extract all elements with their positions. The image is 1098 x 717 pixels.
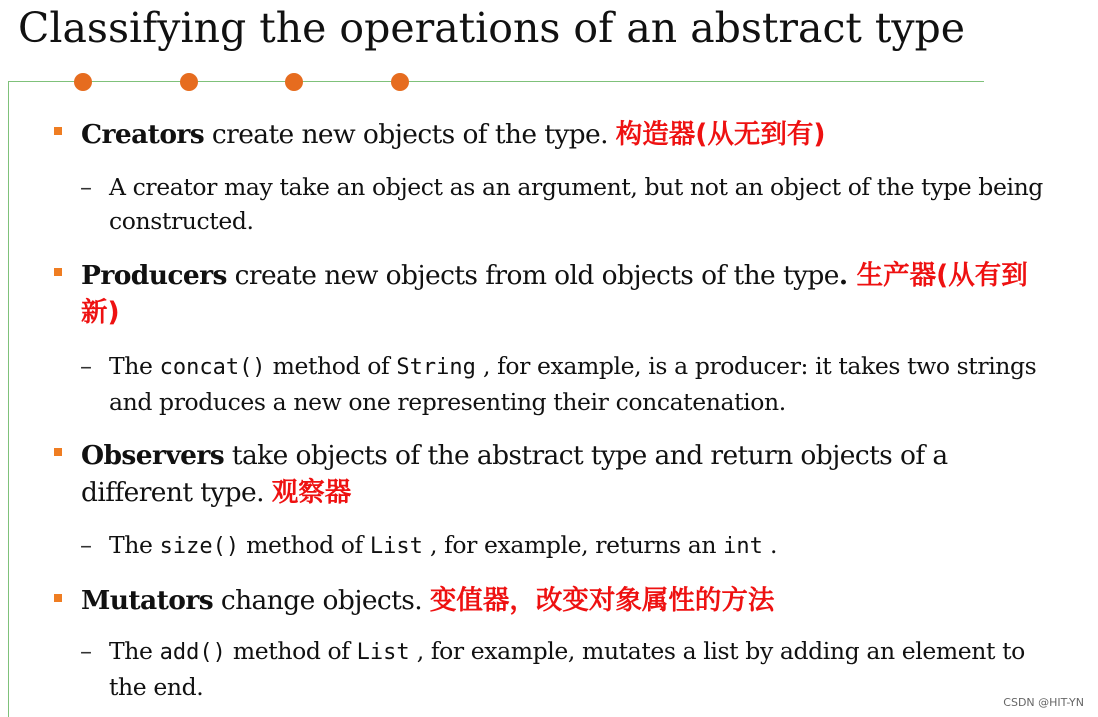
sub-text: , for example, returns an (422, 531, 724, 559)
sub-text: , for example, mutates a list by adding an element to the end. (109, 637, 1025, 701)
sub-dash: – (80, 352, 92, 380)
item-text: create new objects of the type. (204, 119, 616, 150)
code-concat: concat() (159, 355, 266, 380)
code-string: String (396, 355, 476, 380)
term-observers: Observers (81, 440, 225, 471)
item-text: create new objects from old objects of the type (226, 260, 839, 291)
watermark: CSDN @HIT-YN (1003, 696, 1084, 709)
sub-text: , for example, is a producer: it takes two strings and produces a new one representing their concatenation. (109, 352, 1037, 416)
list-item-mutators (81, 582, 1066, 619)
code-size: size() (159, 534, 240, 559)
list-item-observers (81, 437, 1066, 511)
item-text: change objects. (213, 585, 430, 616)
item-period: . (838, 260, 848, 291)
sub-item-creators (109, 170, 1069, 238)
term-producers: Producers (81, 260, 227, 291)
code-list: List (356, 640, 410, 665)
sub-item-mutators (109, 634, 1069, 704)
sub-text: The (109, 531, 160, 559)
code-list: List (369, 534, 423, 559)
term-mutators: Mutators (81, 585, 214, 616)
sub-text: . (762, 531, 778, 559)
bullet-square (54, 448, 62, 456)
sub-text: method of (225, 637, 357, 665)
chinese-note: 生产器(从有到新) (81, 260, 1028, 328)
code-add: add() (159, 640, 226, 665)
bullet-square (54, 268, 62, 276)
code-int: int (723, 534, 763, 559)
bullet-square (54, 594, 62, 602)
sub-item-observers (109, 528, 1069, 564)
sub-text: method of (265, 352, 397, 380)
chinese-note: 观察器 (271, 477, 352, 508)
sub-dash: – (80, 173, 92, 201)
sub-text: The (109, 352, 160, 380)
sub-dash: – (80, 637, 92, 665)
slide-title: Classifying the operations of an abstract type (18, 4, 966, 52)
sub-text: method of (239, 531, 370, 559)
chinese-note: 变值器，改变对象属性的方法 (429, 585, 775, 616)
chinese-note: 构造器(从无到有) (615, 119, 826, 150)
sub-item-producers (109, 349, 1069, 419)
bullet-square (54, 127, 62, 135)
term-creators: Creators (81, 119, 205, 150)
sub-dash: – (80, 531, 92, 559)
item-text: take objects of the abstract type and return objects of a different type. (81, 440, 948, 508)
sub-text: A creator may take an object as an argument, but not an object of the type being constructed. (109, 173, 1043, 235)
list-item-creators (81, 116, 1066, 153)
list-item-producers (81, 257, 1066, 331)
sub-text: The (109, 637, 160, 665)
